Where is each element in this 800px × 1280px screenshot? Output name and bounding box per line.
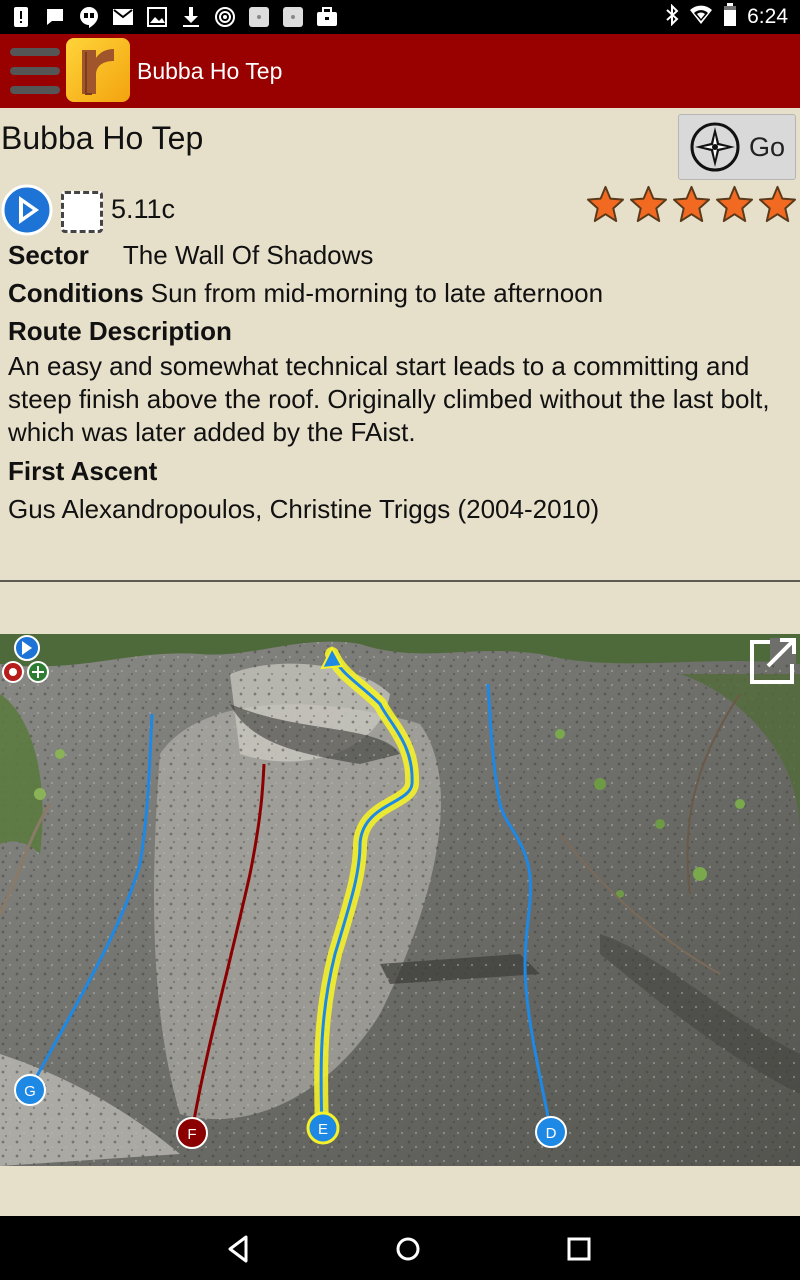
sport-route-icon (15, 636, 39, 660)
app-notification-icon (282, 6, 304, 28)
first-ascent-value: Gus Alexandropoulos, Christine Triggs (2004-2010) (8, 494, 600, 524)
status-time: 6:24 (747, 5, 788, 28)
star-icon (758, 184, 797, 223)
route-marker-d[interactable] (536, 1117, 566, 1147)
tick-checkbox[interactable] (61, 191, 103, 233)
back-icon[interactable] (222, 1232, 256, 1266)
grade-row (0, 182, 800, 238)
divider (0, 580, 800, 582)
route-marker-g-label: G (24, 1083, 36, 1100)
topo-image[interactable] (0, 634, 800, 1166)
recents-icon[interactable] (562, 1232, 596, 1266)
home-icon[interactable] (391, 1232, 425, 1266)
star-icon (715, 184, 754, 223)
first-ascent-label: First Ascent (8, 456, 158, 486)
app-logo[interactable] (66, 38, 130, 102)
sector-value: The Wall Of Shadows (122, 240, 374, 270)
conditions-label: Conditions (8, 278, 144, 308)
status-bar (0, 0, 800, 34)
star-icon (629, 184, 668, 223)
app-notification-icon (248, 6, 270, 28)
menu-button[interactable] (10, 46, 60, 96)
sector-label: Sector (8, 240, 89, 270)
shade-icon (27, 661, 49, 683)
alert-icon (10, 6, 32, 28)
conditions-value: Sun from mid-morning to late afternoon (150, 278, 604, 308)
app-bar (0, 34, 800, 108)
app-title: Bubba Ho Tep (137, 58, 283, 84)
go-button[interactable] (678, 114, 796, 180)
sport-route-icon (1, 184, 53, 236)
route-title: Bubba Ho Tep (1, 120, 204, 156)
route-marker-f-label: F (187, 1126, 197, 1143)
no-sun-icon (2, 661, 24, 683)
compass-icon (689, 121, 741, 173)
briefcase-icon (316, 6, 338, 28)
star-icon (586, 184, 625, 223)
description-text: An easy and somewhat technical start leads to a committing and steep finish above the roof. Originally climbed without the last bolt, which was later added by the FAist. (8, 351, 770, 447)
go-label: Go (749, 131, 786, 162)
star-icon (672, 184, 711, 223)
grade-label: 5.11c (111, 194, 176, 224)
wifi-signal-icon (214, 6, 236, 28)
star-rating (586, 184, 797, 223)
route-marker-d-label: D (545, 1125, 557, 1142)
hangouts-icon (78, 6, 100, 28)
route-marker-e-label: E (317, 1121, 329, 1138)
wifi-icon (689, 5, 713, 30)
image-icon (146, 6, 168, 28)
navigation-bar (0, 1216, 800, 1280)
bluetooth-icon (665, 4, 679, 31)
description-label: Route Description (8, 316, 232, 346)
route-marker-g[interactable] (15, 1075, 45, 1105)
route-marker-e[interactable] (308, 1113, 338, 1143)
download-icon (180, 6, 202, 28)
battery-icon (723, 3, 737, 32)
route-details (8, 236, 792, 528)
mail-icon (112, 6, 134, 28)
chat-icon (44, 6, 66, 28)
route-marker-f[interactable] (177, 1118, 207, 1148)
